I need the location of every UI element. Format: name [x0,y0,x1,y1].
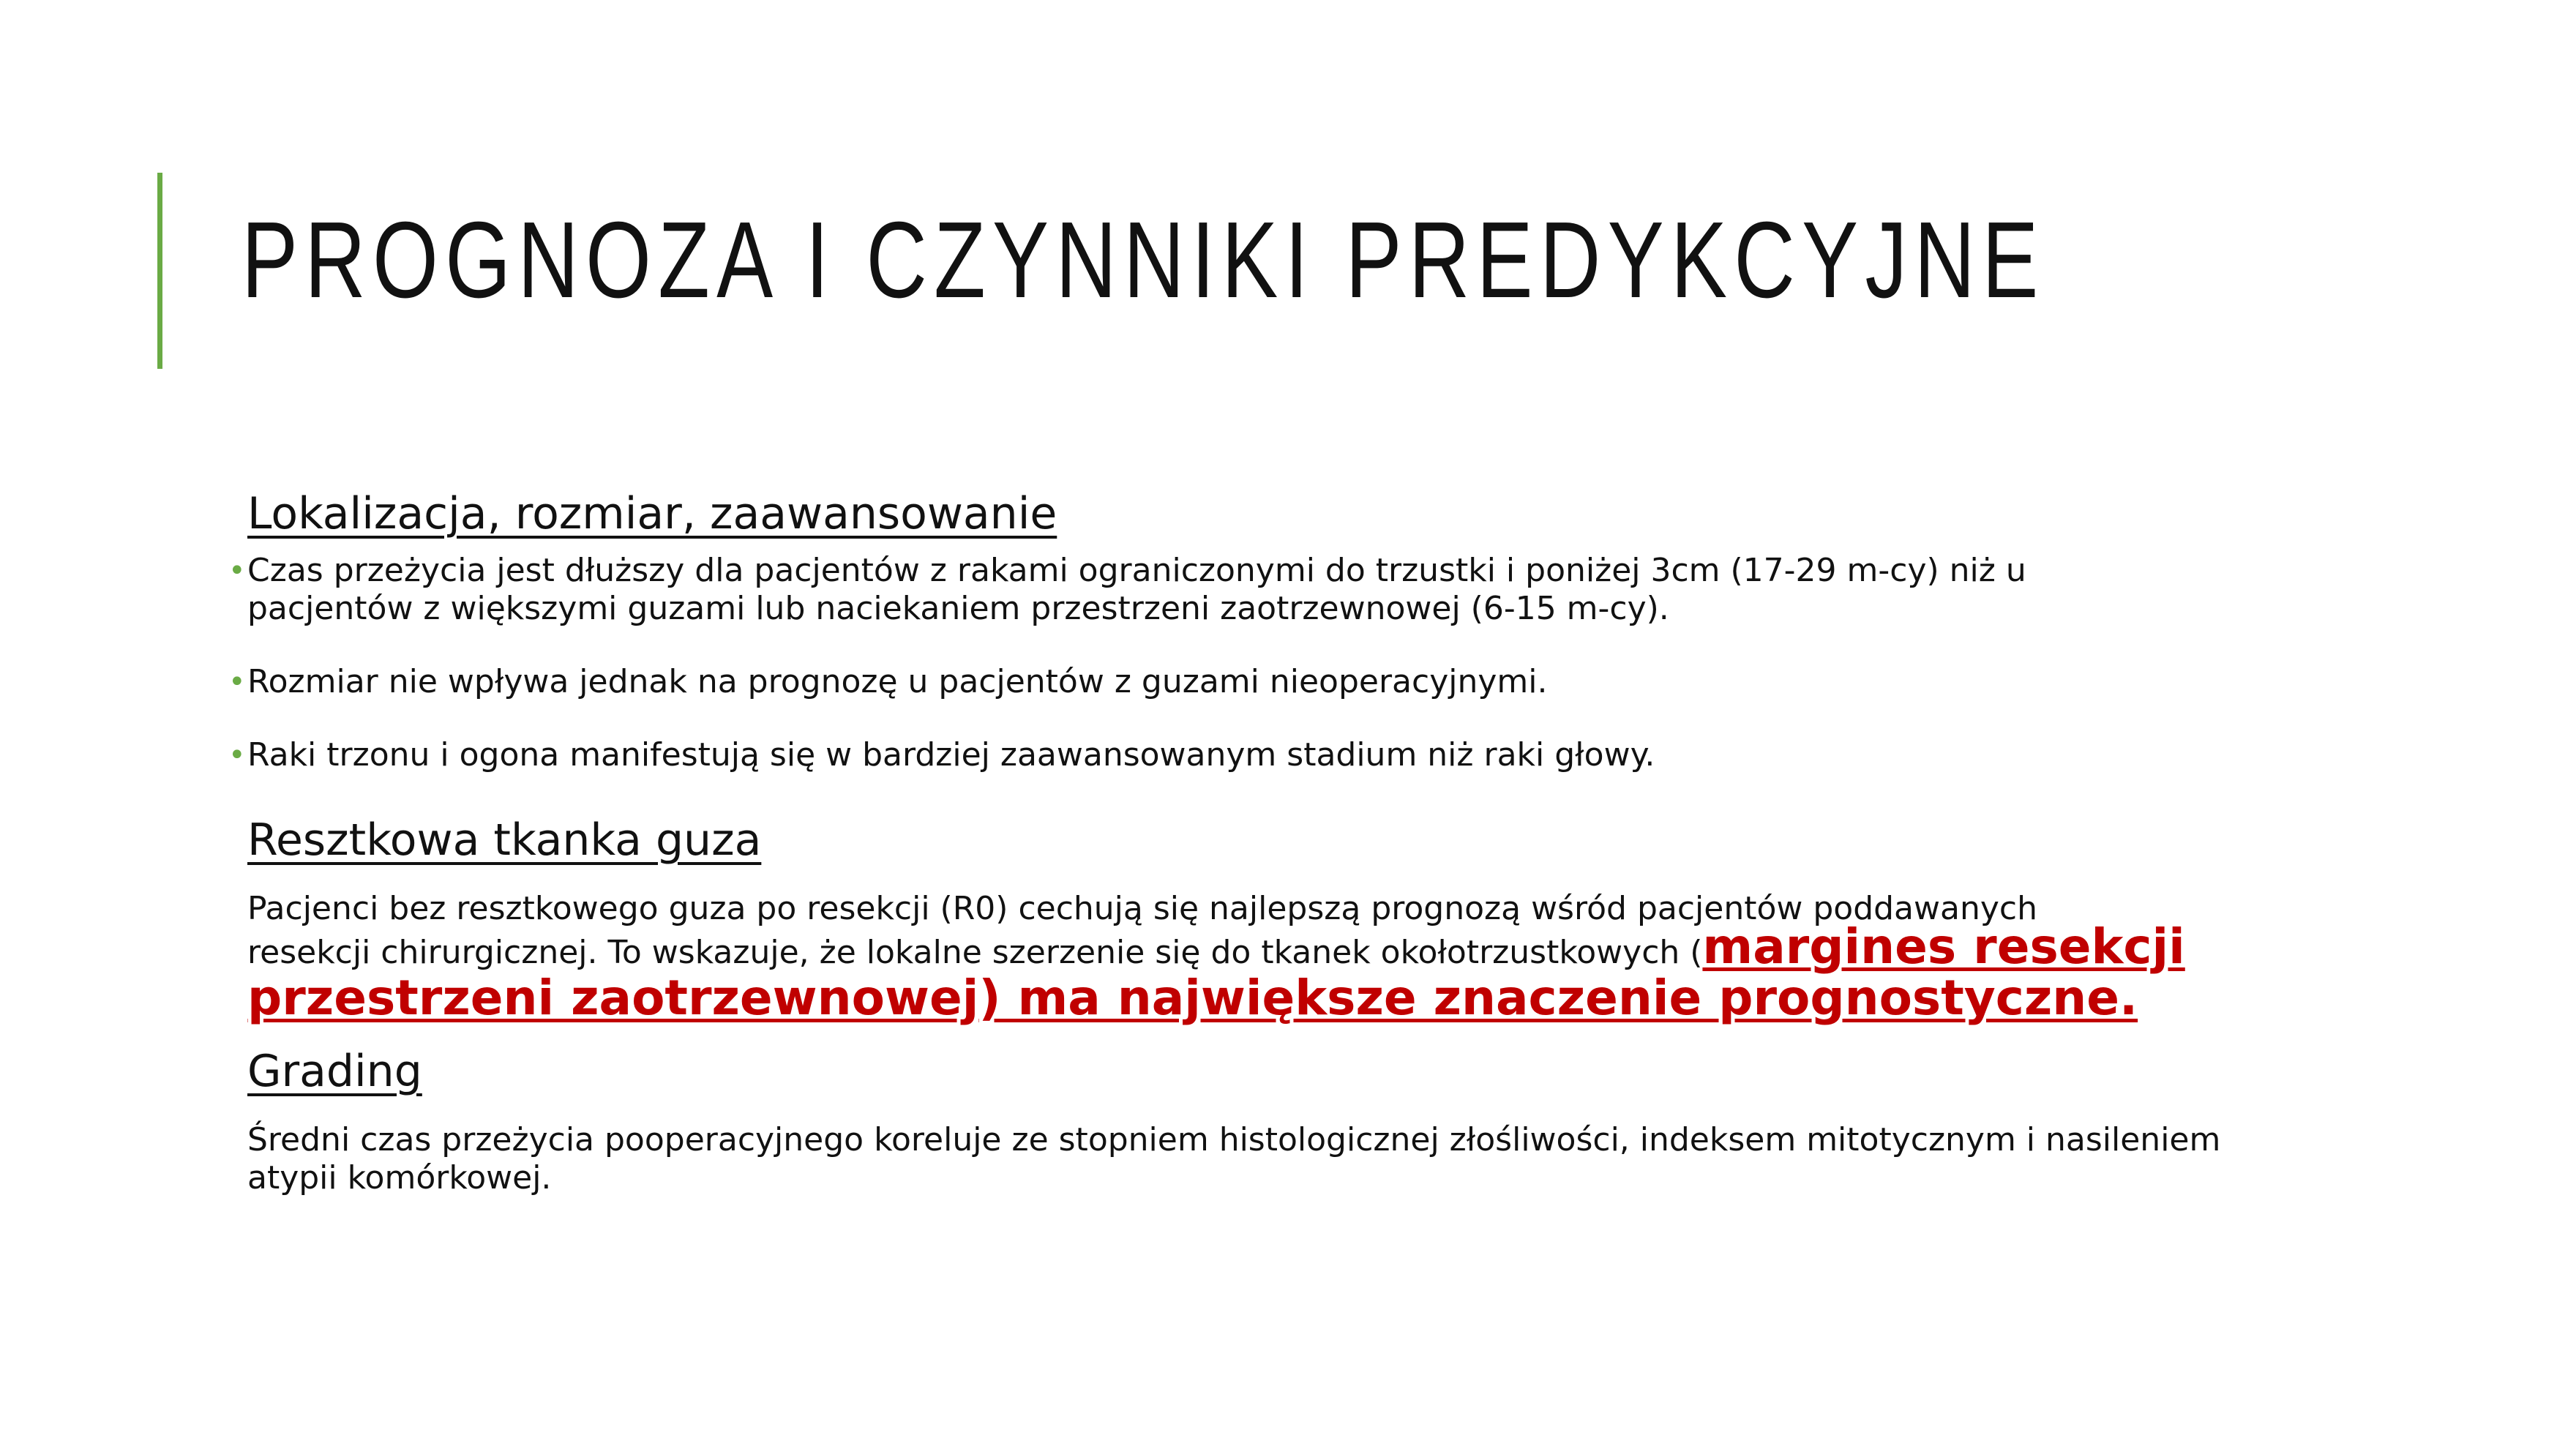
paragraph-text-line: atypii komórkowej. [247,1159,552,1197]
bullet-text-line: Czas przeżycia jest dłuższy dla pacjentów z rakami ograniczonymi do trzustki i poniżej 3cm (17-29 m-cy) niż u [247,552,2026,589]
paragraph-text-line: Średni czas przeżycia pooperacyjnego koreluje ze stopniem histologicznej złośliwości, indeksem mitotycznym i nasileniem [247,1121,2221,1158]
section-lokalizacja [228,483,2351,774]
bullet-text-line: pacjentów z większymi guzami lub naciekaniem przestrzeni zaotrzewnowej (6-15 m-cy). [247,590,1669,627]
paragraph-text-line: Pacjenci bez resztkowego guza po resekcji (R0) cechują się najlepszą prognozą wśród pacjentów poddawanych [247,890,2037,927]
title-accent-bar [157,173,162,369]
slide-content [228,483,2351,1197]
bullet-text-line: Rozmiar nie wpływa jednak na prognozę u pacjentów z guzami nieoperacyjnymi. [247,663,1548,700]
bullet-item [228,552,2351,628]
slide-title: PROGNOZA I CZYNNIKI PREDYKCYJNE [242,200,2045,321]
paragraph-grading [247,1121,2351,1197]
bullet-dot-icon: • [228,554,246,588]
bullet-item [228,736,2351,774]
bullet-dot-icon: • [228,738,246,772]
section-resztkowa [228,809,2351,1025]
paragraph-text-line: resekcji chirurgicznej. To wskazuje, że lokalne szerzenie się do tkanek okołotrzustkowych ( [247,934,1703,971]
bullet-dot-icon: • [228,665,246,699]
bullet-text-line: Raki trzonu i ogona manifestują się w bardziej zaawansowanym stadium niż raki głowy. [247,736,1655,774]
section-heading-lokalizacja: Lokalizacja, rozmiar, zaawansowanie [247,488,1057,539]
section-heading-grading: Grading [247,1046,422,1097]
section-grading [228,1041,2351,1197]
bullet-item [228,663,2351,701]
emphasis-text: przestrzeni zaotrzewnowej) ma największe znaczenie prognostyczne. [247,970,2138,1026]
paragraph-resztkowa [247,890,2351,1025]
bullet-list [228,552,2351,774]
emphasis-text: margines resekcji [1702,918,2185,975]
section-heading-resztkowa: Resztkowa tkanka guza [247,815,762,866]
